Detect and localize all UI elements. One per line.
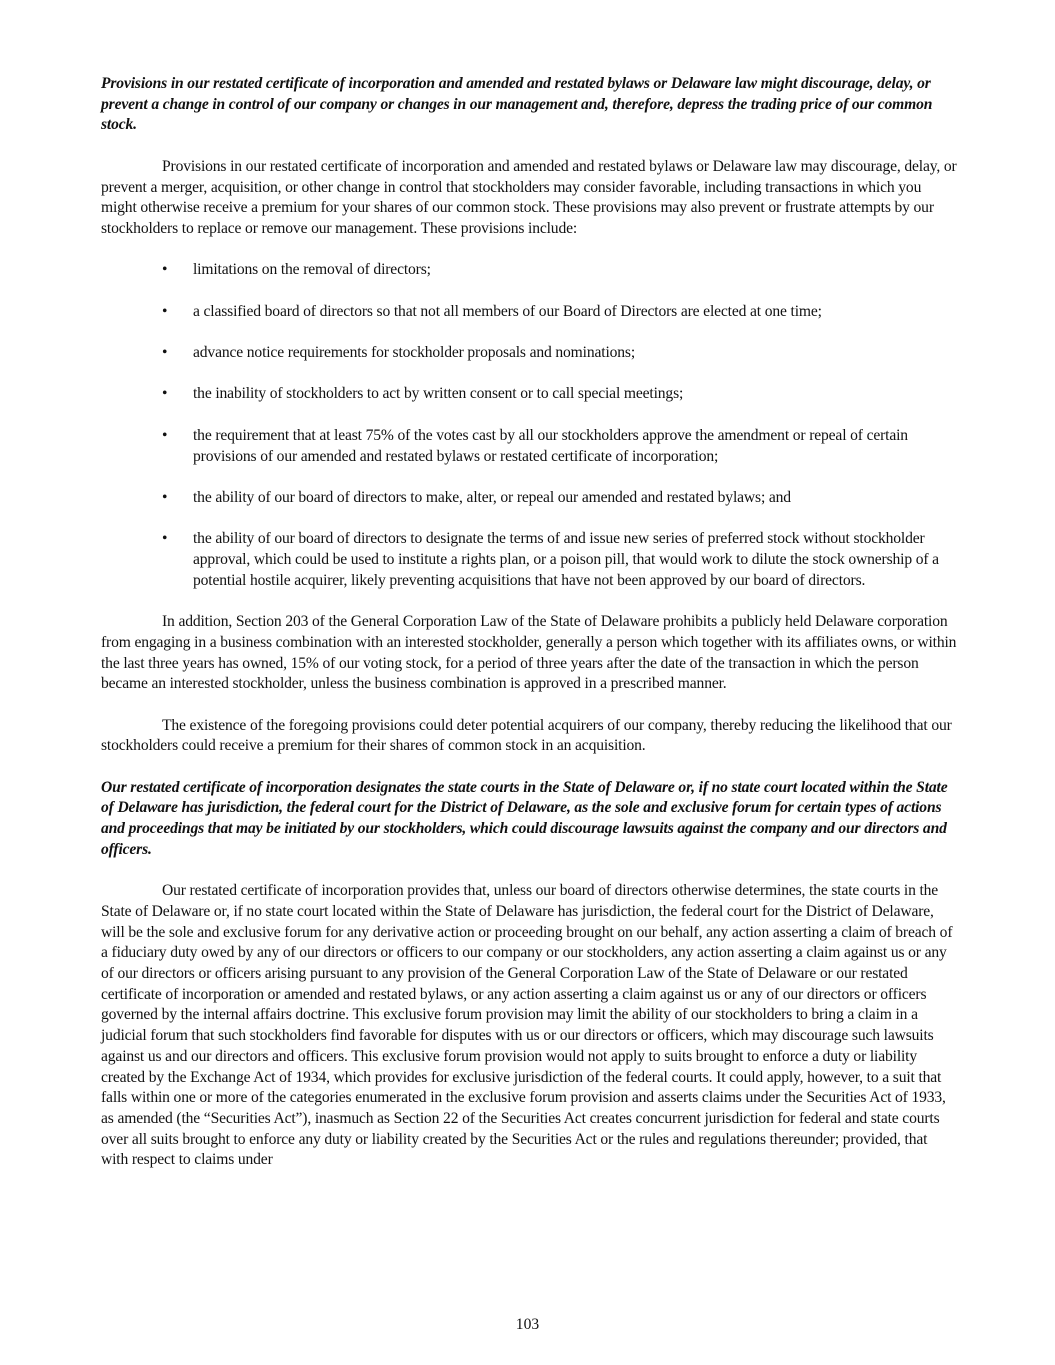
section-heading-change-of-control: Provisions in our restated certificate of incorporation and amended and restated bylaws or Delaware law might discourage, delay, or prevent a change in control of our company or changes in our management and, therefore, depress the trading price of our common stock. — [101, 75, 933, 134]
list-item — [101, 260, 957, 281]
document-page — [101, 74, 957, 1192]
list-item-text: advance notice requirements for stockholder proposals and nominations; — [193, 344, 636, 362]
bullet-icon: • — [162, 261, 168, 279]
bullet-icon: • — [162, 488, 168, 506]
bullet-icon: • — [162, 344, 168, 362]
paragraph-section-203: In addition, Section 203 of the General Corporation Law of the State of Delaware prohibits a publicly held Delaware corporation from engaging in a business combination with an interested stockholder, generally a person which together with its affiliates owns, or within the last three years has owned, 15% of our voting stock, for a period of three years after the date of the transaction in which the person became an interested stockholder, unless the business combination is approved in a prescribed manner. — [101, 613, 957, 693]
provisions-bullet-list — [101, 260, 957, 591]
paragraph-deterrence: The existence of the foregoing provisions could deter potential acquirers of our company, thereby reducing the likelihood that our stockholders could receive a premium for their shares of common stock in an acquisition. — [101, 716, 952, 755]
list-item — [101, 302, 957, 323]
list-item-text: a classified board of directors so that not all members of our Board of Directors are elected at one time; — [193, 302, 822, 320]
list-item-text: limitations on the removal of directors; — [193, 261, 431, 279]
list-item — [101, 343, 957, 364]
bullet-icon: • — [162, 302, 168, 320]
bullet-icon: • — [162, 385, 168, 403]
paragraph-provisions-intro: Provisions in our restated certificate of incorporation and amended and restated bylaws or Delaware law may discourage, delay, or prevent a merger, acquisition, or other change in control that stockholders may consider favorable, including transactions in which you might otherwise receive a premium for your shares of our common stock. These provisions may also prevent or frustrate attempts by our stockholders to replace or remove our management. These provisions include: — [101, 157, 957, 237]
bullet-icon: • — [162, 530, 168, 548]
list-item-text: the requirement that at least 75% of the votes cast by all our stockholders approve the amendment or repeal of certain provisions of our amended and restated bylaws or restated certificate of incorporation; — [193, 426, 908, 465]
bullet-icon: • — [162, 426, 168, 444]
section-heading-exclusive-forum: Our restated certificate of incorporation designates the state courts in the State of Delaware or, if no state court located within the State of Delaware has jurisdiction, the federal court for the District of Delaware, as the sole and exclusive forum for certain types of actions and proceedings that may be initiated by our stockholders, which could discourage lawsuits against the company and our directors and officers. — [101, 778, 948, 858]
list-item — [101, 488, 957, 509]
list-item-text: the inability of stockholders to act by written consent or to call special meetings; — [193, 385, 684, 403]
list-item — [101, 529, 957, 591]
list-item-text: the ability of our board of directors to designate the terms of and issue new series of preferred stock without stockholder approval, which could be used to institute a rights plan, or a poison pill, that would work to dilute the stock ownership of a potential hostile acquirer, likely preventing acquisitions that have not been approved by our board of directors. — [193, 530, 939, 589]
list-item-text: the ability of our board of directors to make, alter, or repeal our amended and restated bylaws; and — [193, 488, 791, 506]
page-number: 103 — [515, 1316, 540, 1333]
list-item — [101, 384, 957, 405]
paragraph-exclusive-forum: Our restated certificate of incorporation provides that, unless our board of directors otherwise determines, the state courts in the State of Delaware or, if no state court located within the State of Delaware has jurisdiction, the federal court for the District of Delaware, will be the sole and exclusive forum for any derivative action or proceeding brought on our behalf, any action asserting a claim of breach of a fiduciary duty owed by any of our directors or officers to our company or our stockholders, any action asserting a claim against us or any of our directors or officers arising pursuant to any provision of the General Corporation Law of the State of Delaware or our restated certificate of incorporation or amended and restated bylaws, or any action asserting a claim against us or any of our directors or officers governed by the internal affairs doctrine. This exclusive forum provision may limit the ability of our stockholders to bring a claim in a judicial forum that such stockholders find favorable for disputes with us or our directors or officers, which may discourage such lawsuits against us and our directors and officers. This exclusive forum provision would not apply to suits brought to enforce a duty or liability created by the Exchange Act of 1934, which provides for exclusive jurisdiction of the federal courts. It could apply, however, to a suit that falls within one or more of the categories enumerated in the exclusive forum provision and asserts claims under the Securities Act of 1933, as amended (the “Securities Act”), inasmuch as Section 22 of the Securities Act creates concurrent jurisdiction for federal and state courts over all suits brought to enforce any duty or liability created by the Securities Act or the rules and regulations thereunder; provided, that with respect to claims under — [101, 882, 953, 1169]
list-item — [101, 426, 957, 467]
